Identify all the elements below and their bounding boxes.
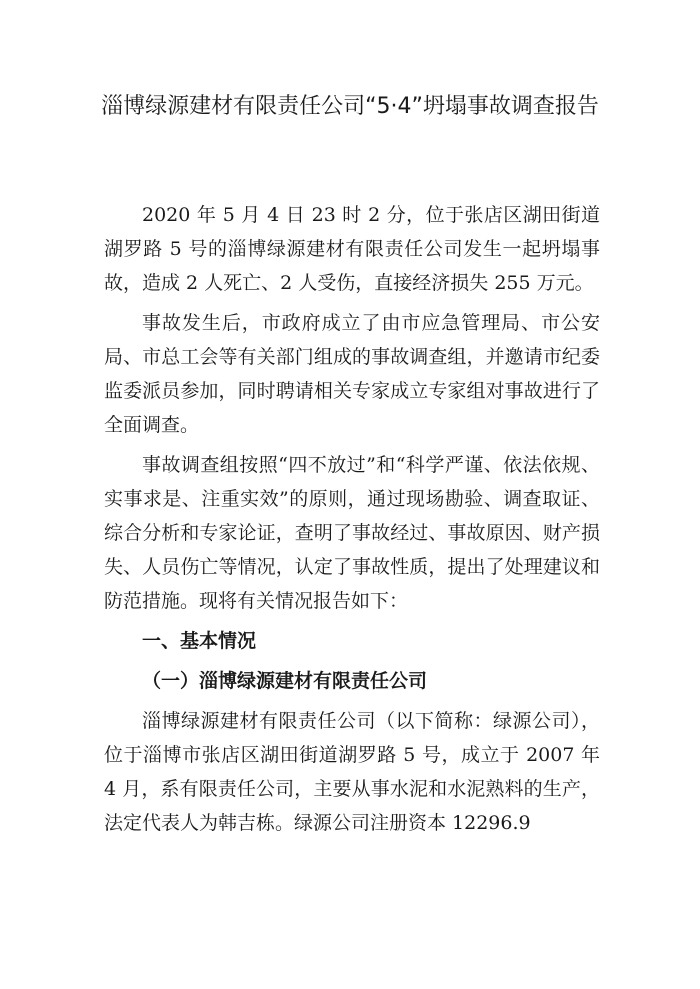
document-body bbox=[104, 198, 600, 846]
subsection-heading-company: （一）淄博绿源建材有限责任公司 bbox=[142, 670, 428, 692]
section-heading-basic-info: 一、基本情况 bbox=[142, 630, 257, 652]
paragraph-accident-summary: 2020 年 5 月 4 日 23 时 2 分，位于张店区湖田街道湖罗路 5 号的淄博绿源建材有限责任公司发生一起坍塌事故，造成 2 人死亡、2 人受伤，直接经济损失 255 万元。 bbox=[104, 204, 600, 294]
paragraph-company-info: 淄博绿源建材有限责任公司（以下简称：绿源公司），位于淄博市张店区湖田街道湖罗路 5 号，成立于 2007 年 4 月，系有限责任公司，主要从事水泥和水泥熟料的生产，法定代表人为韩吉栋。绿源公司注册资本 12296.9 bbox=[104, 710, 600, 834]
paragraph-investigation-principles: 事故调查组按照“四不放过”和“科学严谨、依法依规、实事求是、注重实效”的原则，通过现场勘验、调查取证、综合分析和专家论证，查明了事故经过、事故原因、财产损失、人员伤亡等情况，认定了事故性质，提出了处理建议和防范措施。现将有关情况报告如下： bbox=[104, 454, 600, 612]
paragraph-investigation-team: 事故发生后，市政府成立了由市应急管理局、市公安局、市总工会等有关部门组成的事故调查组，并邀请市纪委监委派员参加，同时聘请相关专家成立专家组对事故进行了全面调查。 bbox=[104, 312, 600, 436]
document-title: 淄博绿源建材有限责任公司“5·4”坍塌事故调查报告 bbox=[101, 94, 599, 119]
